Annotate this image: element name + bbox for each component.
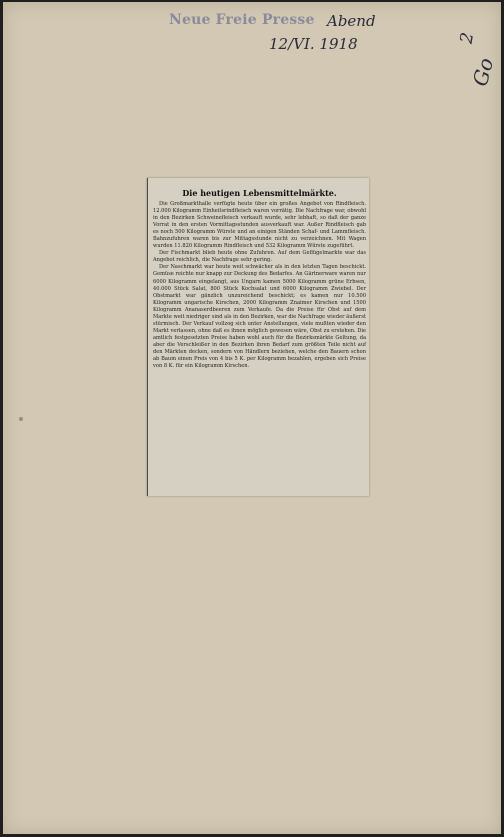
article-title: Die heutigen Lebensmittelmärkte. xyxy=(182,188,337,198)
article-paragraph: Der Naschmarkt war heute weit schwächer als in den letzten Tagen beschickt. Gemüse reichte nur knapp zur Deckung des Bedarfes. An Gärtnerware waren nur 6000 Kilogramm eingelangt, aus Ungarn kamen 5000 Kilogramm grüne Erbsen, 40.000 Stück Salat, 800 Stück Kochsalat und 6000 Kilogramm Zwiebel. Der Obstmarkt war gänzlich unzureichend beschickt; es kamen nur 10.500 Kilogramm ungarische Kirschen, 2000 Kilogramm Znaimer Kirschen und 1500 Kilogramm Ananaserdbeeren zum Verkaufe. Da die Preise für Obst auf dem Markte weit niedriger sind als in den Bezirken, war die Nachfrage wieder äußerst stürmisch. Der Verkauf vollzog sich unter Anstellungen, viele mußten wieder den Markt verlassen, ohne daß es ihnen möglich gewesen wäre, Obst zu erstehen. Die amtlich festgesetzten Preise haben wohl auch für die Bezirksmärkte Geltung, da aber die Verschleißer in den Bezirken ihren Bedarf zum größten Teile nicht auf den Märkten decken, sondern von Händlern beziehen, welche den Bauern schon ab Baum einen Preis von 4 bis 5 K. per Kilogramm bezahlen, ergeben sich Preise von 8 K. für ein Kilogramm Kirschen. xyxy=(153,264,366,370)
punch-hole xyxy=(19,417,23,421)
archive-sheet xyxy=(3,2,501,834)
handwritten-edition-note: Abend xyxy=(327,12,376,30)
handwritten-margin-mark: 2 xyxy=(456,30,479,46)
newspaper-name-stamp: Neue Freie Presse xyxy=(169,12,315,28)
handwritten-date: 12/VI. 1918 xyxy=(269,35,358,53)
newspaper-clipping xyxy=(147,178,369,496)
article-body xyxy=(153,201,366,370)
article-paragraph: Der Fischmarkt blieb heute ohne Zufuhren. Auf dem Geflügelmarkte war das Angebot reichlich, die Nachfrage sehr gering. xyxy=(153,250,366,264)
handwritten-margin-initials: Go xyxy=(467,55,499,89)
article-paragraph: Die Großmarkthalle verfügte heute über ein großes Angebot von Rindfleisch. 12.000 Kilogramm Einheitsrindfleisch waren vorrätig. Die Nachfrage war, obwohl in den Bezirken Schweinefleisch verkauft wurde, sehr lebhaft, so daß der ganze Vorrat in den ersten Vormittagsstunden ausverkauft war. Außer Rindfleisch gab es noch 500 Kilogramm Würste und an einigen Ständen Schaf- und Lammfleisch. Bahnzufuhren waren bis zur Mittagsstunde nicht zu verzeichnen. Mit Wagen wurden 11.820 Kilogramm Rindfleisch und 532 Kilogramm Würste zugeführt. xyxy=(153,201,366,250)
